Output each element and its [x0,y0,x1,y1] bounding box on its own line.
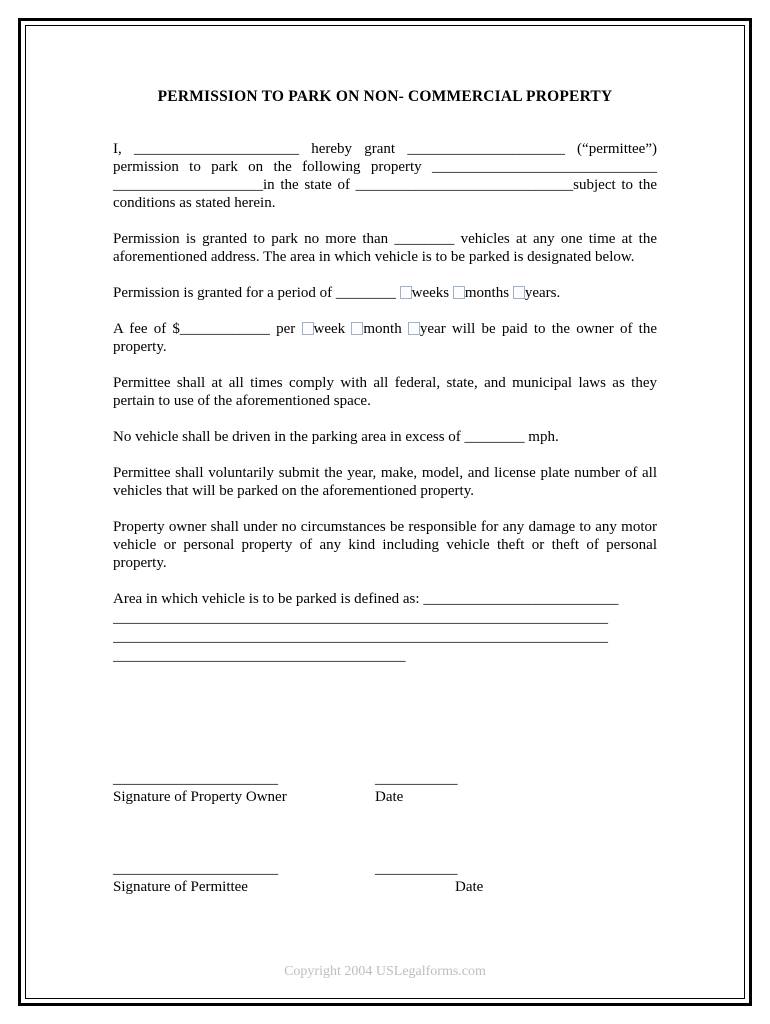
permittee-signature-lines [113,860,657,878]
page-border-inner [25,25,745,999]
document-body [26,26,744,896]
owner-signature-block [113,770,657,806]
owner-date-line: ___________ [375,771,458,787]
year-label: year will be paid to the owner of the property. [113,321,657,355]
months-checkbox[interactable] [453,286,465,299]
permittee-date-label: Date [455,879,484,895]
week-label: week [313,321,352,337]
submit-paragraph: Permittee shall voluntarily submit the year, make, model, and license plate number of all vehicles that will be parked on the aforementioned property. [113,465,657,499]
area-definition-line: Area in which vehicle is to be parked is defined as: __________________________ [113,591,619,607]
fee-text: A fee of $____________ per [113,321,302,337]
speed-paragraph: No vehicle shall be driven in the parking area in excess of ________ mph. [113,429,559,445]
year-checkbox[interactable] [408,322,420,335]
vehicles-paragraph: Permission is granted to park no more than ________ vehicles at any one time at the aforementioned address. The area in which vehicle is to be parked is designated below. [113,231,657,265]
comply-paragraph: Permittee shall at all times comply with all federal, state, and municipal laws as they pertain to use of the aforementioned space. [113,375,657,409]
month-label: month [363,321,408,337]
weeks-checkbox[interactable] [400,286,412,299]
signatures-section [113,770,657,896]
permittee-signature-labels [113,878,657,896]
years-checkbox[interactable] [513,286,525,299]
fee-paragraph [113,320,657,356]
period-paragraph [113,284,657,302]
owner-signature-label: Signature of Property Owner [113,789,287,805]
page-border-outer [18,18,752,1006]
week-checkbox[interactable] [302,322,314,335]
years-label: years. [524,285,561,301]
area-blank-line: __________________________________________________________________ [113,629,608,645]
liability-paragraph: Property owner shall under no circumstances be responsible for any damage to any motor vehicle or personal property of any kind including vehicle theft or theft of personal property. [113,519,657,571]
copyright-text: Copyright 2004 USLegalforms.com [284,964,486,979]
owner-signature-lines [113,770,657,788]
area-blank-line: __________________________________________________________________ [113,610,608,626]
month-checkbox[interactable] [351,322,363,335]
owner-date-label: Date [375,789,404,805]
owner-signature-line: ______________________ [113,771,278,787]
permittee-date-line: ___________ [375,861,458,877]
intro-paragraph: I, ______________________ hereby grant _____________________ (“permittee”) permission to park on the following property ______________________________ ____________________in the state of _____________________________subject to the conditions as stated herein. [113,141,657,211]
permittee-signature-line: ______________________ [113,861,278,877]
permittee-signature-block [113,860,657,896]
page-title: PERMISSION TO PARK ON NON- COMMERCIAL PROPERTY [157,88,613,105]
months-label: months [464,285,513,301]
period-text: Permission is granted for a period of ________ [113,285,400,301]
permittee-signature-label: Signature of Permittee [113,879,248,895]
weeks-label: weeks [411,285,453,301]
owner-signature-labels [113,788,657,806]
area-blank-line: _______________________________________ [113,648,406,664]
area-paragraph [113,590,657,666]
